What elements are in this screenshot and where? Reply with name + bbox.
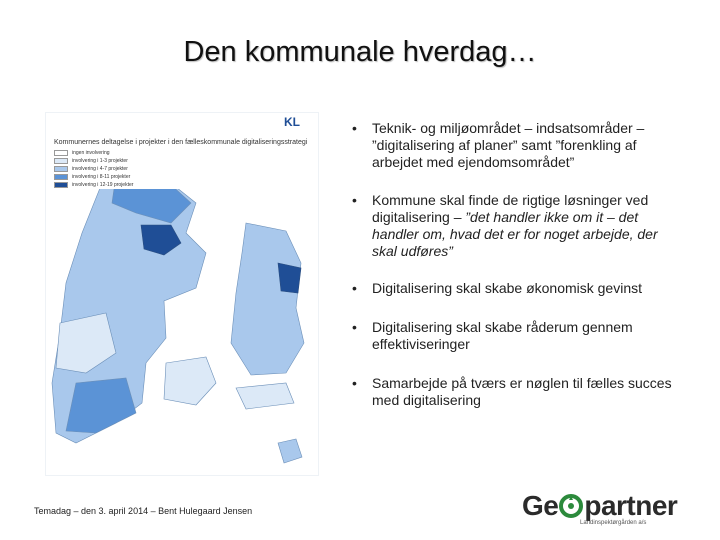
legend-swatch	[54, 150, 68, 156]
slide-footer: Temadag – den 3. april 2014 – Bent Hulegaard Jensen	[34, 506, 253, 516]
map-region-south-jutland	[66, 378, 136, 433]
map-region-zealand	[231, 223, 304, 375]
bullet-item	[352, 280, 682, 297]
legend-label: involvering i 12-19 projekter	[72, 181, 134, 188]
map-region-funen	[164, 357, 216, 405]
map-title: Kommunernes deltagelse i projekter i den fælleskommunale digitaliseringsstrategi	[54, 139, 308, 146]
legend-item	[54, 157, 184, 165]
legend-swatch	[54, 182, 68, 188]
bullet-glyph: •	[352, 280, 357, 296]
kl-logo: KL	[284, 115, 300, 129]
bullet-text: Samarbejde på tværs er nøglen til fælles succes med digitalisering	[372, 375, 672, 408]
legend-swatch	[54, 166, 68, 172]
legend-label: ingen involvering	[72, 149, 110, 156]
geopartner-logo	[522, 490, 682, 530]
bullet-item	[352, 375, 682, 409]
logo-wordmark	[522, 490, 677, 522]
bullet-list	[352, 120, 682, 409]
municipality-map	[45, 112, 319, 476]
logo-part-2: partner	[584, 490, 678, 521]
bullet-text: Teknik- og miljøområdet – indsatsområder – ”digitalisering af planer” samt ”forenkling af arbejdet med ejendomsområdet”	[372, 120, 645, 170]
legend-item	[54, 173, 184, 181]
map-region-bornholm	[278, 439, 302, 463]
legend-swatch	[54, 158, 68, 164]
bullet-glyph: •	[352, 120, 357, 136]
logo-part-1: Ge	[522, 490, 559, 521]
legend-label: involvering i 1-3 projekter	[72, 157, 128, 164]
bullet-text: Digitalisering skal skabe råderum gennem effektiviseringer	[372, 319, 633, 352]
bullet-item	[352, 319, 682, 353]
slide-title: Den kommunale hverdag…	[183, 36, 537, 68]
map-region-lolland	[236, 383, 294, 409]
bullet-quote: ”det handler ikke om it – det handler om, hvad det er for noget arbejde, der skal udføres”	[372, 209, 658, 259]
legend-swatch	[54, 174, 68, 180]
bullet-glyph: •	[352, 319, 357, 335]
legend-label: involvering i 8-11 projekter	[72, 173, 131, 180]
legend-item	[54, 165, 184, 173]
legend-label: involvering i 4-7 projekter	[72, 165, 128, 172]
bullet-item	[352, 192, 682, 260]
bullet-glyph: •	[352, 192, 357, 208]
bullet-text: Kommune skal finde de rigtige løsninger ved digitalisering –	[372, 192, 649, 225]
bullet-glyph: •	[352, 375, 357, 391]
legend-item	[54, 181, 184, 189]
map-legend	[54, 149, 184, 189]
bullet-item	[352, 120, 682, 171]
logo-subtitle: Landinspektørgården a/s	[580, 520, 647, 526]
legend-item	[54, 149, 184, 157]
map-region-copenhagen	[278, 263, 301, 293]
logo-o-mark-icon	[559, 494, 583, 518]
bullet-text: Digitalisering skal skabe økonomisk gevinst	[372, 280, 642, 296]
